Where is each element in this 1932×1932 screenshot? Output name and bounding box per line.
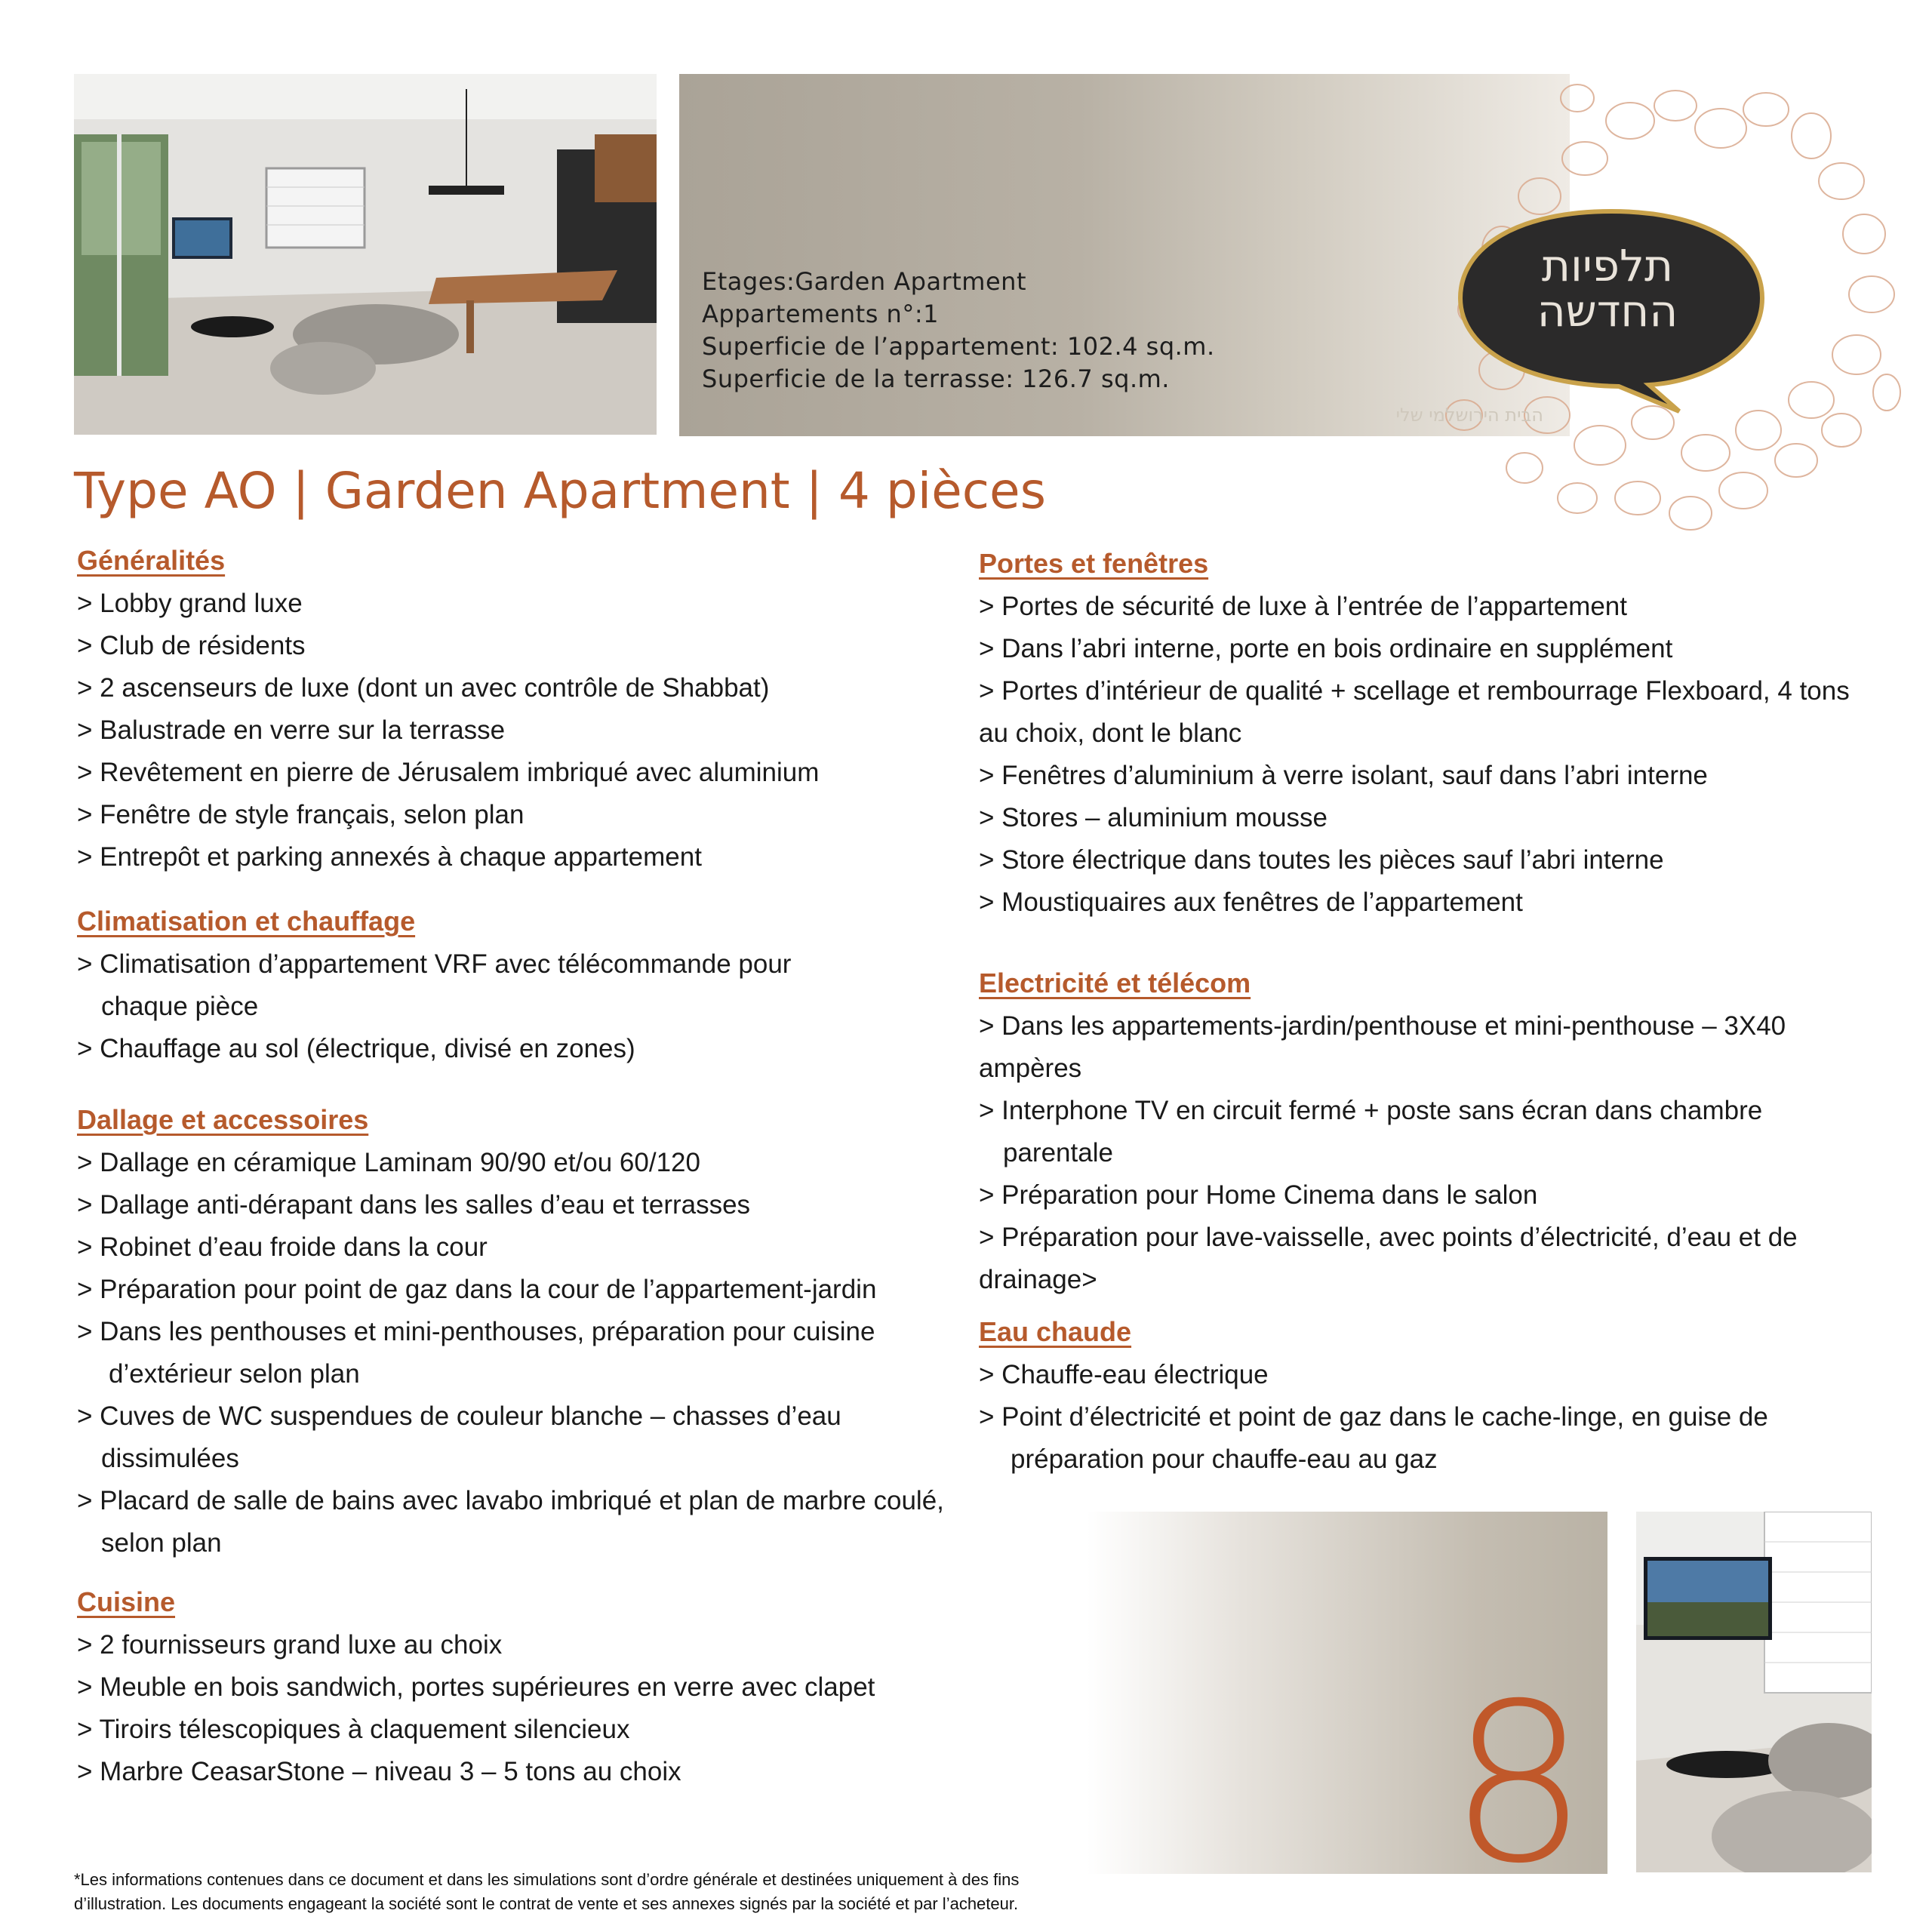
list-item: > Préparation pour Home Cinema dans le salon [979, 1180, 1538, 1210]
disclaimer: *Les informations contenues dans ce document et dans les simulations sont d’ordre générale et destinées uniquement à des fins d’illustration. Les documents engageant la société sont le contrat de vente et ses annexes signés par la société et par l’acheteur. [74, 1870, 1020, 1913]
interior-photo-top [74, 74, 657, 435]
list-item: > Meuble en bois sandwich, portes supérieures en verre avec clapet [77, 1672, 875, 1702]
list-item-continuation: ampères [979, 1054, 1082, 1083]
list-item: > Tiroirs télescopiques à claquement silencieux [77, 1715, 630, 1744]
fact-floor: Etages:Garden Apartment [702, 267, 1026, 296]
apartment-facts [702, 266, 1215, 395]
list-item-continuation: selon plan [101, 1528, 222, 1558]
list-item: > Dans les penthouses et mini-penthouses, préparation pour cuisine [77, 1317, 875, 1346]
list-item: > Portes de sécurité de luxe à l’entrée de l’appartement [979, 592, 1627, 621]
logo-name: תלפיות החדשה [1537, 240, 1678, 337]
fact-apartment-area: Superficie de l’appartement: 102.4 sq.m. [702, 332, 1215, 361]
list-item: > Portes d’intérieur de qualité + scellage et rembourrage Flexboard, 4 tons [979, 676, 1850, 706]
interior-photo-bottom [1636, 1512, 1872, 1872]
list-item-continuation: dissimulées [101, 1444, 239, 1473]
list-item-continuation: chaque pièce [101, 992, 259, 1021]
list-item-continuation: préparation pour chauffe-eau au gaz [1011, 1444, 1438, 1474]
list-item: > Point d’électricité et point de gaz dans le cache-linge, en guise de [979, 1402, 1768, 1432]
list-item: > 2 fournisseurs grand luxe au choix [77, 1630, 503, 1660]
list-item: > Interphone TV en circuit fermé + poste sans écran dans chambre [979, 1096, 1763, 1125]
list-item: > Club de résidents [77, 631, 306, 660]
page-number: 8 [1449, 1657, 1589, 1912]
list-item: > Dallage anti-dérapant dans les salles d’eau et terrasses [77, 1190, 751, 1220]
list-item-continuation: parentale [1003, 1138, 1113, 1168]
list-item: > Chauffage au sol (électrique, divisé en zones) [77, 1034, 635, 1063]
logo-tagline: הבית הירושלמי שלי [1395, 405, 1543, 426]
list-item: > Dallage en céramique Laminam 90/90 et/ou 60/120 [77, 1148, 700, 1177]
section-cuisine [77, 1586, 875, 1793]
section-title: Portes et fenêtres [979, 548, 1209, 579]
list-item: > Dans les appartements-jardin/penthouse et mini-penthouse – 3X40 [979, 1011, 1786, 1041]
section-title: Climatisation et chauffage [77, 906, 416, 937]
list-item-continuation: au choix, dont le blanc [979, 718, 1242, 748]
section-title: Généralités [77, 545, 226, 576]
list-item: > 2 ascenseurs de luxe (dont un avec contrôle de Shabbat) [77, 673, 770, 703]
section-eau-chaude [979, 1316, 1768, 1481]
list-item: > Balustrade en verre sur la terrasse [77, 715, 506, 745]
list-item: > Préparation pour lave-vaisselle, avec points d’électricité, d’eau et de [979, 1223, 1798, 1252]
list-item: > Moustiquaires aux fenêtres de l’appartement [979, 888, 1523, 917]
list-item: > Lobby grand luxe [77, 589, 303, 618]
list-item-continuation: drainage> [979, 1265, 1097, 1294]
list-item: > Cuves de WC suspendues de couleur blanche – chasses d’eau [77, 1401, 841, 1431]
list-item: > Entrepôt et parking annexés à chaque appartement [77, 842, 702, 872]
section-title: Cuisine [77, 1586, 176, 1617]
list-item: > Dans l’abri interne, porte en bois ordinaire en supplément [979, 634, 1673, 663]
section-title: Dallage et accessoires [77, 1104, 369, 1135]
list-item: > Robinet d’eau froide dans la cour [77, 1232, 488, 1262]
list-item: > Stores – aluminium mousse [979, 803, 1328, 832]
section-portes [979, 548, 1850, 924]
section-climatisation [77, 906, 791, 1070]
list-item: > Climatisation d’appartement VRF avec télécommande pour [77, 949, 792, 979]
list-item: > Fenêtres d’aluminium à verre isolant, sauf dans l’abri interne [979, 761, 1708, 790]
section-title: Eau chaude [979, 1316, 1132, 1347]
list-item: > Marbre CeasarStone – niveau 3 – 5 tons au choix [77, 1757, 681, 1786]
list-item: > Placard de salle de bains avec lavabo imbriqué et plan de marbre coulé, [77, 1486, 944, 1515]
section-dallage [77, 1104, 944, 1564]
list-item: > Chauffe-eau électrique [979, 1360, 1269, 1389]
fact-apartment-number: Appartements n°:1 [702, 300, 939, 328]
fact-terrace-area: Superficie de la terrasse: 126.7 sq.m. [702, 365, 1170, 393]
list-item: > Store électrique dans toutes les pièces sauf l’abri interne [979, 845, 1664, 875]
section-generalites [77, 545, 819, 878]
list-item: > Revêtement en pierre de Jérusalem imbriqué avec aluminium [77, 758, 820, 787]
list-item: > Préparation pour point de gaz dans la cour de l’appartement-jardin [77, 1275, 877, 1304]
page-title: Type AO | Garden Apartment | 4 pièces [74, 462, 1046, 520]
section-title: Electricité et télécom [979, 968, 1251, 998]
list-item: > Fenêtre de style français, selon plan [77, 800, 525, 829]
section-electricite [979, 968, 1798, 1301]
list-item-continuation: d’extérieur selon plan [109, 1359, 360, 1389]
